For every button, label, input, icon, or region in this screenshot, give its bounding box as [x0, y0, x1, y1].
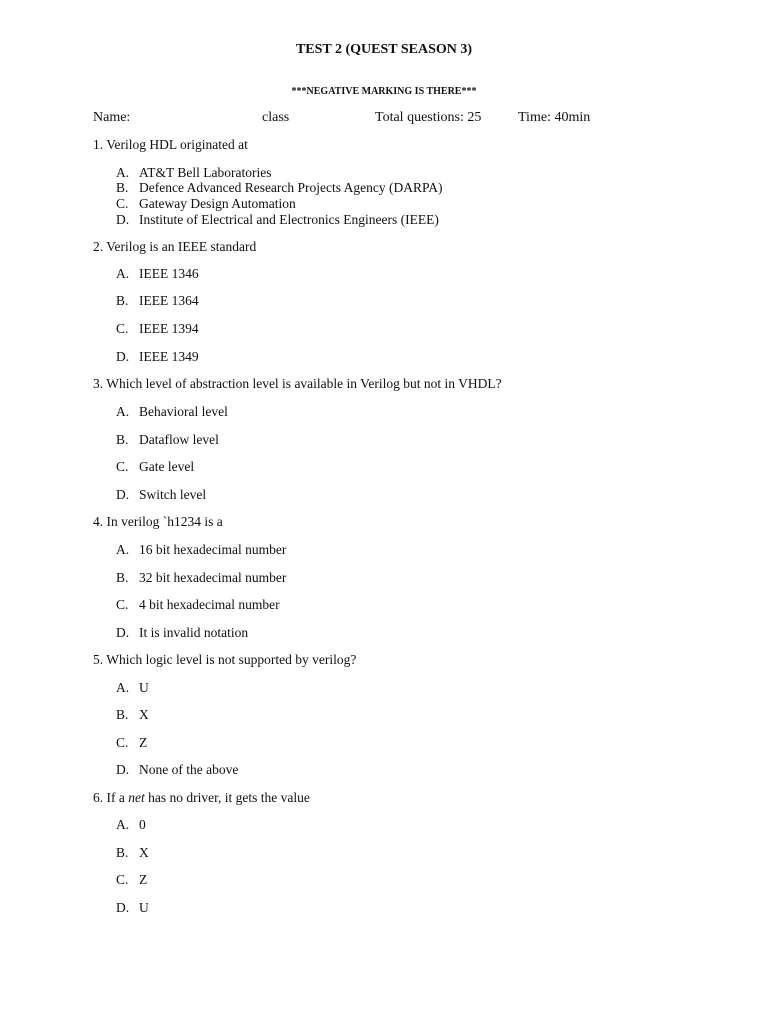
option-6c	[116, 872, 147, 888]
question-3: 3. Which level of abstraction level is available in Verilog but not in VHDL?	[93, 376, 502, 391]
option-2d	[116, 349, 199, 365]
option-1a	[116, 165, 271, 181]
option-letter: B.	[116, 180, 129, 195]
option-text: Switch level	[139, 487, 207, 502]
class-label: class	[262, 110, 290, 125]
option-4a	[116, 542, 286, 558]
question-5: 5. Which logic level is not supported by verilog?	[93, 652, 357, 667]
option-3c	[116, 459, 194, 475]
info-row	[0, 110, 768, 128]
option-text: U	[139, 680, 149, 695]
page-title: TEST 2 (QUEST SEASON 3)	[295, 42, 473, 57]
option-letter: C.	[116, 735, 129, 750]
option-letter: D.	[116, 900, 130, 915]
option-letter: A.	[116, 542, 130, 557]
option-4d	[116, 625, 248, 641]
question-6-text-before: 6. If a	[93, 790, 129, 805]
option-text: Dataflow level	[139, 432, 219, 447]
option-letter: A.	[116, 680, 130, 695]
option-letter: D.	[116, 212, 130, 227]
option-letter: C.	[116, 321, 129, 336]
option-1b	[116, 180, 443, 196]
option-letter: A.	[116, 817, 130, 832]
option-6b	[116, 845, 149, 861]
option-text: AT&T Bell Laboratories	[139, 165, 272, 180]
option-text: 4 bit hexadecimal number	[139, 597, 280, 612]
option-text: IEEE 1349	[139, 349, 199, 364]
option-text: IEEE 1364	[139, 293, 199, 308]
option-letter: B.	[116, 845, 129, 860]
option-6a	[116, 817, 146, 833]
option-5b	[116, 707, 149, 723]
option-letter: D.	[116, 487, 130, 502]
question-4: 4. In verilog `h1234 is a	[93, 514, 223, 529]
question-6	[93, 790, 310, 806]
option-6d	[116, 900, 149, 916]
option-3d	[116, 487, 206, 503]
name-label: Name:	[93, 110, 131, 125]
option-letter: D.	[116, 762, 130, 777]
option-text: Z	[139, 735, 148, 750]
option-text: Defence Advanced Research Projects Agency (DARPA)	[139, 180, 443, 195]
option-letter: B.	[116, 293, 129, 308]
option-letter: A.	[116, 165, 130, 180]
option-letter: C.	[116, 872, 129, 887]
question-2: 2. Verilog is an IEEE standard	[93, 239, 257, 254]
option-text: X	[139, 707, 149, 722]
option-text: Institute of Electrical and Electronics Engineers (IEEE)	[139, 212, 439, 227]
option-text: U	[139, 900, 149, 915]
option-text: IEEE 1346	[139, 266, 199, 281]
option-text: Gate level	[139, 459, 195, 474]
option-letter: A.	[116, 404, 130, 419]
question-6-text-after: has no driver, it gets the value	[144, 790, 310, 805]
option-text: 0	[139, 817, 146, 832]
option-5c	[116, 735, 147, 751]
option-3b	[116, 432, 219, 448]
option-2c	[116, 321, 199, 337]
option-text: Z	[139, 872, 148, 887]
option-text: X	[139, 845, 149, 860]
option-text: Gateway Design Automation	[139, 196, 296, 211]
option-letter: B.	[116, 707, 129, 722]
option-2a	[116, 266, 199, 282]
option-2b	[116, 293, 199, 309]
question-6-emphasis: net	[128, 790, 145, 805]
option-letter: C.	[116, 459, 129, 474]
option-letter: C.	[116, 196, 129, 211]
negative-marking-notice: ***NEGATIVE MARKING IS THERE***	[291, 86, 477, 97]
option-3a	[116, 404, 228, 420]
total-questions: Total questions: 25	[375, 110, 482, 125]
option-text: 16 bit hexadecimal number	[139, 542, 287, 557]
option-4b	[116, 570, 286, 586]
option-1d	[116, 212, 439, 228]
option-4c	[116, 597, 280, 613]
question-1: 1. Verilog HDL originated at	[93, 137, 248, 152]
option-text: 32 bit hexadecimal number	[139, 570, 287, 585]
option-letter: D.	[116, 625, 130, 640]
option-1c	[116, 196, 296, 212]
option-text: Behavioral level	[139, 404, 228, 419]
option-text: It is invalid notation	[139, 625, 249, 640]
option-letter: C.	[116, 597, 129, 612]
option-letter: B.	[116, 432, 129, 447]
option-letter: D.	[116, 349, 130, 364]
option-letter: B.	[116, 570, 129, 585]
option-5a	[116, 680, 149, 696]
option-letter: A.	[116, 266, 130, 281]
option-text: IEEE 1394	[139, 321, 199, 336]
option-text: None of the above	[139, 762, 239, 777]
time-limit: Time: 40min	[518, 110, 591, 125]
option-5d	[116, 762, 238, 778]
